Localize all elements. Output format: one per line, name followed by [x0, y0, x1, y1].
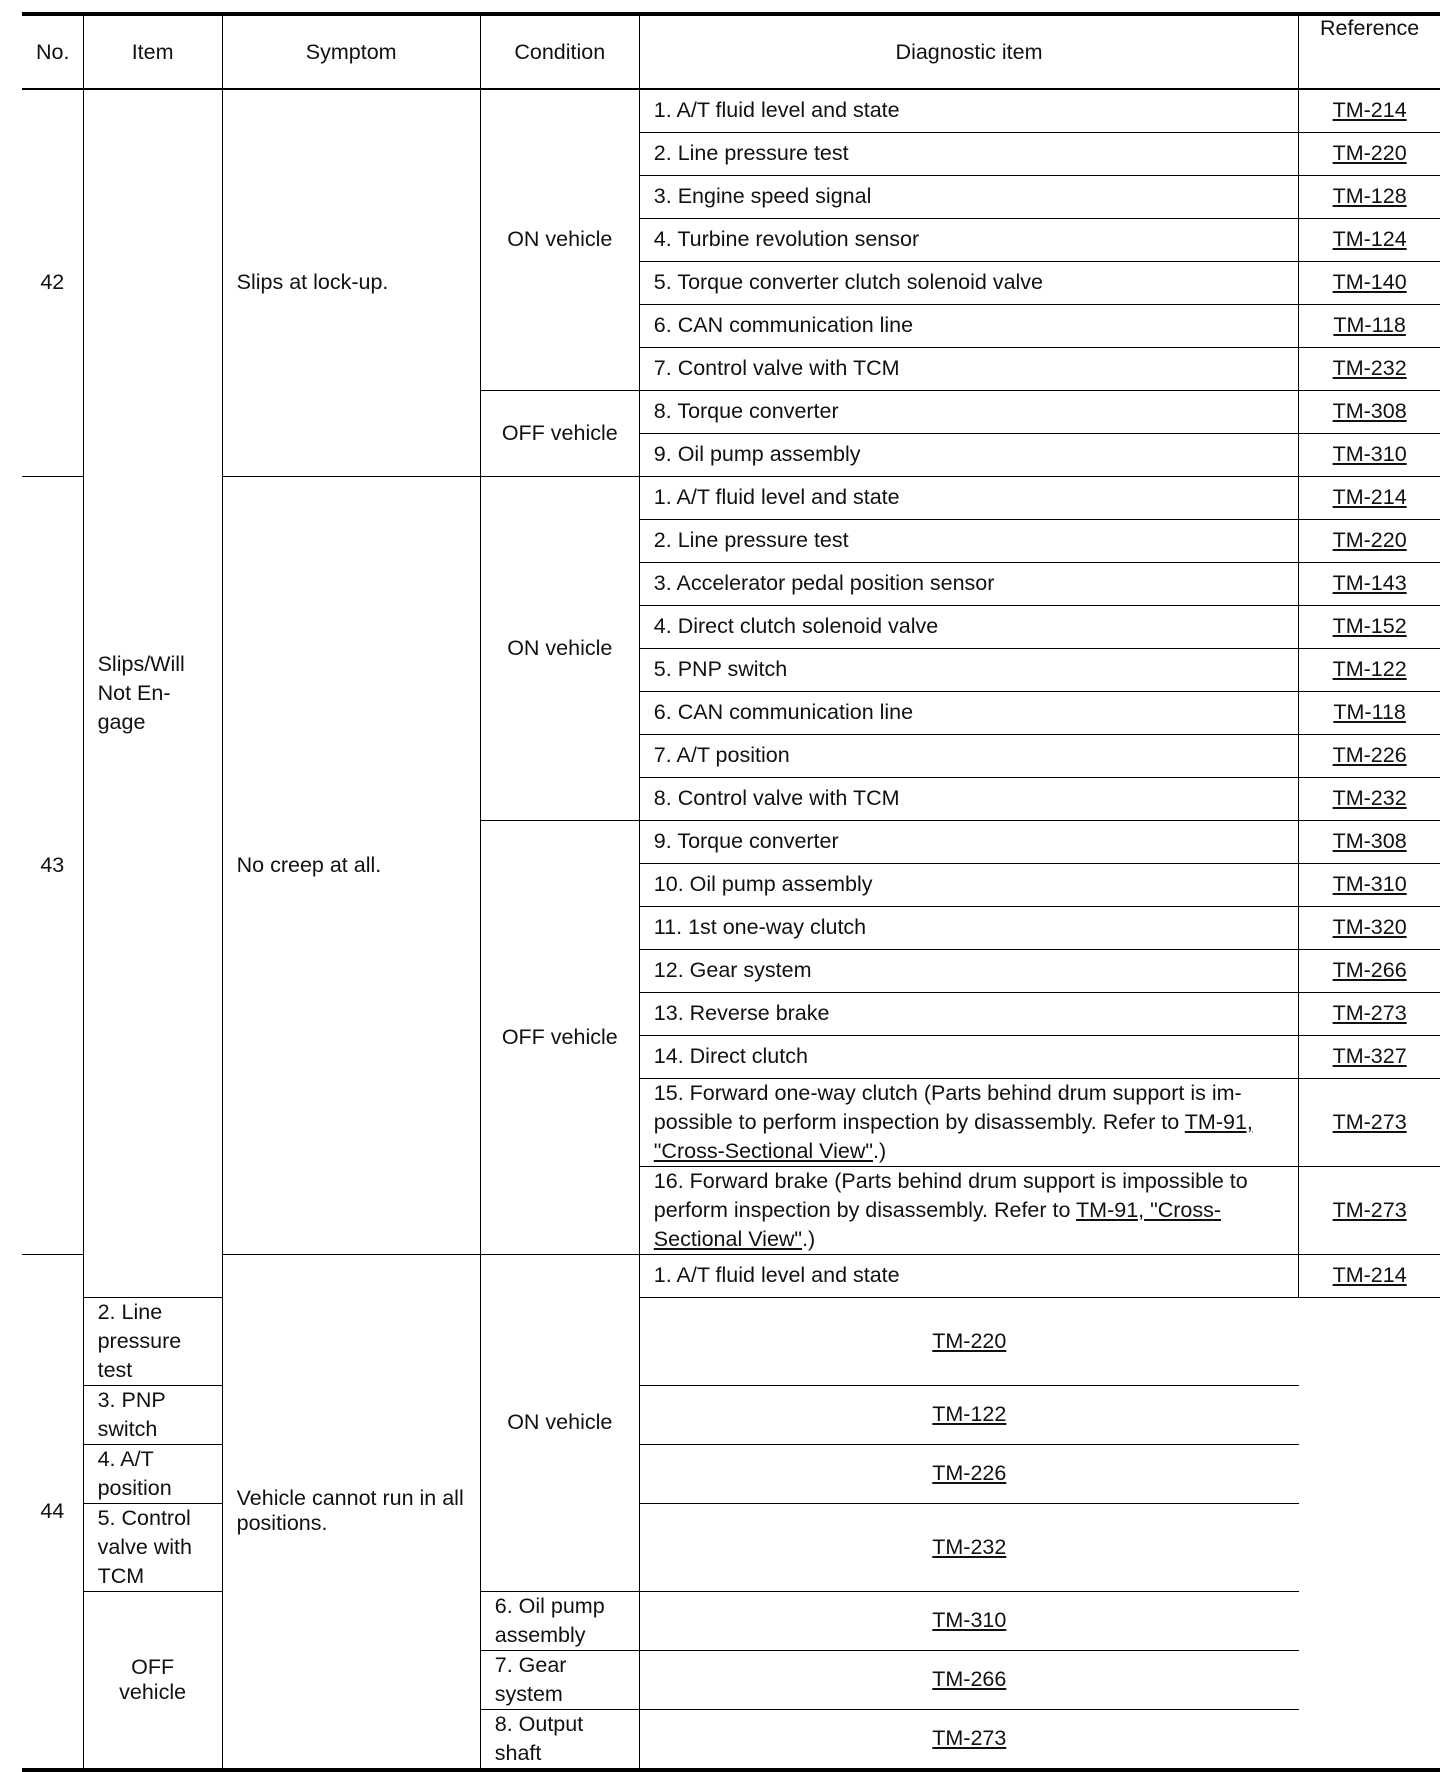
reference-link[interactable]: TM-140 [1332, 270, 1407, 294]
diagnostic-item: 5. PNP switch [639, 648, 1298, 691]
reference-link[interactable]: TM-118 [1333, 700, 1406, 724]
reference-link[interactable]: TM-214 [1332, 1263, 1407, 1287]
reference-link[interactable]: TM-273 [1332, 1109, 1407, 1134]
reference-link[interactable]: TM-152 [1332, 614, 1407, 638]
reference-link[interactable]: TM-214 [1332, 98, 1407, 123]
header-item: Item [83, 14, 222, 89]
row-number: 44 [22, 1254, 83, 1770]
condition-off-vehicle: OFF vehicle [480, 390, 639, 476]
diagnostic-item: 12. Gear system [639, 949, 1298, 992]
diagnostic-item: 3. Engine speed signal [639, 175, 1298, 218]
cross-section-view-link[interactable]: TM-91, "Cross-Sectional View" [653, 1197, 1222, 1251]
diagnostic-item: 1. A/T fluid level and state [639, 89, 1298, 132]
diagnostic-item: 4. A/T position [83, 1444, 222, 1503]
diagnostic-item: 3. PNP switch [83, 1385, 222, 1444]
diagnostic-item: 6. CAN communication line [639, 304, 1298, 347]
reference-link[interactable]: TM-310 [1332, 442, 1407, 466]
table-row [22, 89, 1440, 132]
diagnostic-item: 6. Oil pump assembly [480, 1591, 639, 1650]
header-condition: Condition [480, 14, 639, 89]
diagnostic-item: 9. Oil pump assembly [639, 433, 1298, 476]
symptom-cell: Slips at lock-up. [222, 89, 480, 476]
row-number: 42 [22, 89, 83, 476]
reference-link[interactable]: TM-143 [1332, 571, 1407, 595]
diagnostic-item: 11. 1st one-way clutch [639, 906, 1298, 949]
diagnostic-item: 8. Torque converter [639, 390, 1298, 433]
diagnostic-item: 3. Accelerator pedal position sensor [639, 562, 1298, 605]
diagnostic-item-text: 16. Forward brake (Parts behind drum support is impossible to perform inspection by disassembly. Refer to [653, 1168, 1248, 1222]
diagnostic-item: 8. Output shaft [480, 1709, 639, 1770]
reference-link[interactable]: TM-273 [1332, 1001, 1407, 1025]
reference-link[interactable]: TM-122 [1332, 657, 1407, 681]
reference-link[interactable]: TM-128 [1332, 184, 1407, 208]
diagnostic-item: 5. Control valve with TCM [83, 1503, 222, 1591]
reference-link[interactable]: TM-220 [1332, 528, 1407, 552]
reference-link[interactable]: TM-266 [1332, 958, 1407, 982]
item-cell [83, 89, 222, 1297]
condition-off-vehicle: OFF vehicle [480, 820, 639, 1254]
reference-link[interactable]: TM-226 [932, 1461, 1007, 1485]
condition-on-vehicle: ON vehicle [480, 476, 639, 820]
diagnosis-table-page [22, 12, 1440, 1772]
diagnostic-item: 2. Line pressure test [639, 132, 1298, 175]
reference-link[interactable]: TM-308 [1332, 829, 1407, 853]
reference-link[interactable]: TM-124 [1332, 227, 1407, 251]
condition-off-vehicle: OFF vehicle [83, 1591, 222, 1770]
diagnostic-item: 7. Gear system [480, 1650, 639, 1709]
diagnostic-item: 6. CAN communication line [639, 691, 1298, 734]
reference-link[interactable]: TM-310 [932, 1608, 1007, 1632]
diagnostic-item [639, 1078, 1298, 1166]
condition-on-vehicle: ON vehicle [480, 1254, 639, 1591]
header-no: No. [22, 14, 83, 89]
diagnostic-item: 4. Turbine revolution sensor [639, 218, 1298, 261]
diagnostic-item: 2. Line pressure test [83, 1297, 222, 1385]
reference-link[interactable]: TM-266 [932, 1667, 1007, 1691]
diagnostic-item: 7. A/T position [639, 734, 1298, 777]
reference-link[interactable]: TM-308 [1332, 399, 1407, 423]
reference-link[interactable]: TM-232 [1332, 786, 1407, 810]
diagnostic-item: 8. Control valve with TCM [639, 777, 1298, 820]
row-number: 43 [22, 476, 83, 1254]
header-reference: Reference [1299, 14, 1440, 89]
reference-link[interactable]: TM-232 [932, 1534, 1007, 1559]
condition-on-vehicle: ON vehicle [480, 89, 639, 390]
diagnostic-item: 5. Torque converter clutch solenoid valve [639, 261, 1298, 304]
symptom-cell: No creep at all. [222, 476, 480, 1254]
cross-section-view-link[interactable]: TM-91, "Cross-Sectional View" [653, 1109, 1253, 1163]
reference-link[interactable]: TM-226 [1332, 743, 1407, 767]
reference-link[interactable]: TM-118 [1333, 313, 1406, 337]
diagnostic-item: 2. Line pressure test [639, 519, 1298, 562]
diagnostic-item: 14. Direct clutch [639, 1035, 1298, 1078]
reference-link[interactable]: TM-220 [1332, 141, 1407, 165]
symptom-table [22, 12, 1440, 1772]
diagnostic-item: 10. Oil pump assembly [639, 863, 1298, 906]
header-diagnostic-item: Diagnostic item [639, 14, 1298, 89]
diagnostic-item: 7. Control valve with TCM [639, 347, 1298, 390]
reference-link[interactable]: TM-327 [1332, 1044, 1407, 1068]
reference-link[interactable]: TM-273 [1332, 1197, 1407, 1222]
diagnostic-item-text: 15. Forward one-way clutch (Parts behind drum support is im-possible to perform inspection by disassembly. Refer to [653, 1080, 1242, 1134]
reference-link[interactable]: TM-220 [932, 1328, 1007, 1353]
reference-link[interactable]: TM-122 [932, 1402, 1007, 1426]
table-row [22, 476, 1440, 519]
diagnostic-item: 1. A/T fluid level and state [639, 476, 1298, 519]
table-row [22, 1254, 1440, 1297]
header-row [22, 14, 1440, 89]
diagnostic-item-tail: .) [802, 1226, 816, 1251]
diagnostic-item: 4. Direct clutch solenoid valve [639, 605, 1298, 648]
item-label: Slips/Will Not En-gage [97, 651, 185, 734]
reference-link[interactable]: TM-214 [1332, 485, 1407, 509]
reference-link[interactable]: TM-320 [1332, 915, 1407, 939]
reference-link[interactable]: TM-232 [1332, 356, 1407, 380]
reference-link[interactable]: TM-273 [932, 1726, 1007, 1750]
diagnostic-item: 13. Reverse brake [639, 992, 1298, 1035]
symptom-cell: Vehicle cannot run in all positions. [222, 1254, 480, 1770]
diagnostic-item-tail: .) [873, 1138, 887, 1163]
diagnostic-item: 9. Torque converter [639, 820, 1298, 863]
diagnostic-item: 1. A/T fluid level and state [639, 1254, 1298, 1297]
header-symptom: Symptom [222, 14, 480, 89]
diagnostic-item [639, 1166, 1298, 1254]
reference-link[interactable]: TM-310 [1332, 872, 1407, 896]
